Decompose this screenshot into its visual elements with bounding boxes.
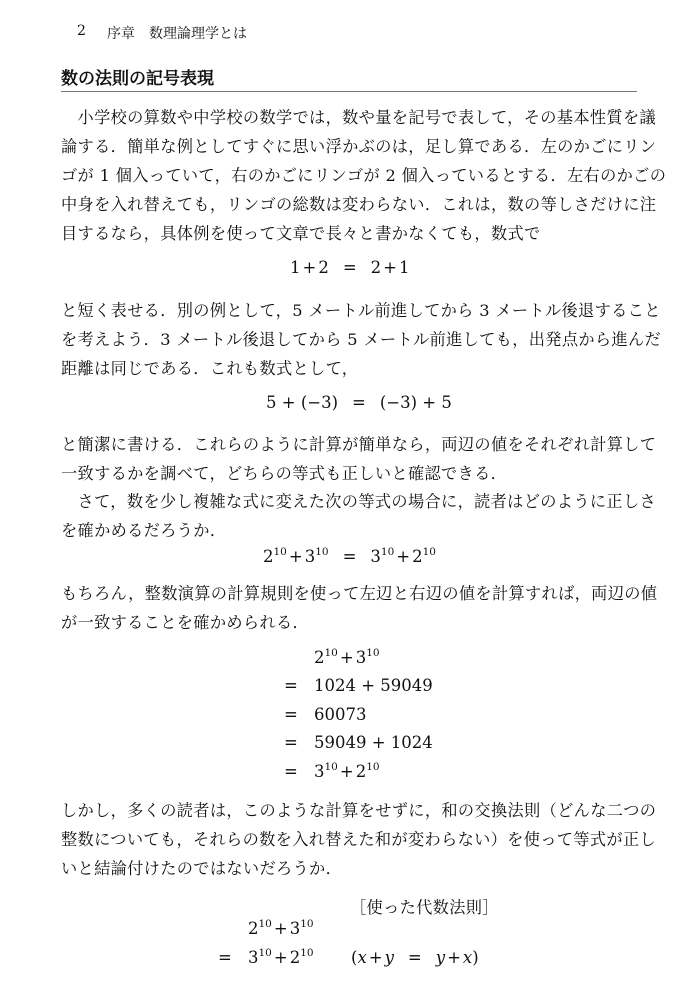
paragraph-line: 距離は同じである．これも数式として， [61,359,359,378]
commutative-law-annotation: (x + y = y + x) [351,948,479,967]
paragraph-line: 論する．簡単な例としてすぐに思い浮かぶのは，足し算である．左のかごにリン [61,137,657,156]
section-rule [61,91,637,92]
paragraph-line: 目するなら，具体例を使って文章で長々と書かなくても，数式で [61,224,541,243]
paragraph-line: もちろん，整数演算の計算規則を使って左辺と右辺の値を計算すれば，両辺の値 [61,584,658,603]
paragraph-line: 整数についても，それらの数を入れ替えた和が変わらない）を使って等式が正し [61,830,657,849]
chain-step: 1024 + 59049 [314,676,433,695]
chain-step: 60073 [314,705,367,724]
chain-step: 59049 + 1024 [314,733,433,752]
law-row-start: $2^{10} + 3^{10}$ [248,918,314,938]
paragraph-line: しかし，多くの読者は，このような計算をせずに，和の交換法則（どんな二つの [61,801,657,820]
chain-equals: = [284,762,298,781]
law-row-equals: = [218,948,232,967]
paragraph-line: と簡潔に書ける．これらのように計算が簡単なら，両辺の値をそれぞれ計算して [61,435,657,454]
paragraph-line: と短く表せる．別の例として，5 メートル前進してから 3 メートル後退すること [61,301,661,320]
paragraph-line: を考えよう．3 メートル後退してから 5 メートル前進しても，出発点から進んだ [61,330,662,349]
law-header: ［使った代数法則］ [350,898,499,917]
paragraph-line: さて，数を少し複雑な式に変えた次の等式の場合に，読者はどのように正しさ [61,492,657,511]
chain-equals: = [284,705,298,724]
chain-equals: = [284,733,298,752]
paragraph-line: いと結論付けたのではないだろうか． [61,859,343,878]
chain-end: $3^{10} + 2^{10}$ [314,761,380,781]
paragraph-line: 一致するかを調べて，どちらの等式も正しいと確認できる． [61,464,508,483]
paragraph-line: 小学校の算数や中学校の数学では，数や量を記号で表して，その基本性質を議 [61,108,657,127]
paragraph-line: が一致することを確かめられる． [61,613,310,632]
chain-equals: = [284,676,298,695]
equation-power-sum: $2^{10} + 3^{10} = 3^{10} + 2^{10}$ [263,546,436,566]
chain-start: $2^{10} + 3^{10}$ [314,647,380,667]
paragraph-line: 中身を入れ替えても，リンゴの総数は変わらない．これは，数の等しさだけに注 [61,195,657,214]
running-head: 序章 数理論理学とは [107,26,247,42]
section-title: 数の法則の記号表現 [61,69,214,89]
paragraph-line: ゴが 1 個入っていて，右のかごにリンゴが 2 個入っているとする．左右のかごの [61,166,667,185]
equation-negative-commutative: 5 + (−3) = (−3) + 5 [266,393,452,412]
equation-commutative-simple: 1 + 2 = 2 + 1 [290,258,410,277]
page-number: 2 [77,23,86,39]
law-row-result: $3^{10} + 2^{10}$ [248,947,314,967]
paragraph-line: を確かめるだろうか． [61,521,227,540]
